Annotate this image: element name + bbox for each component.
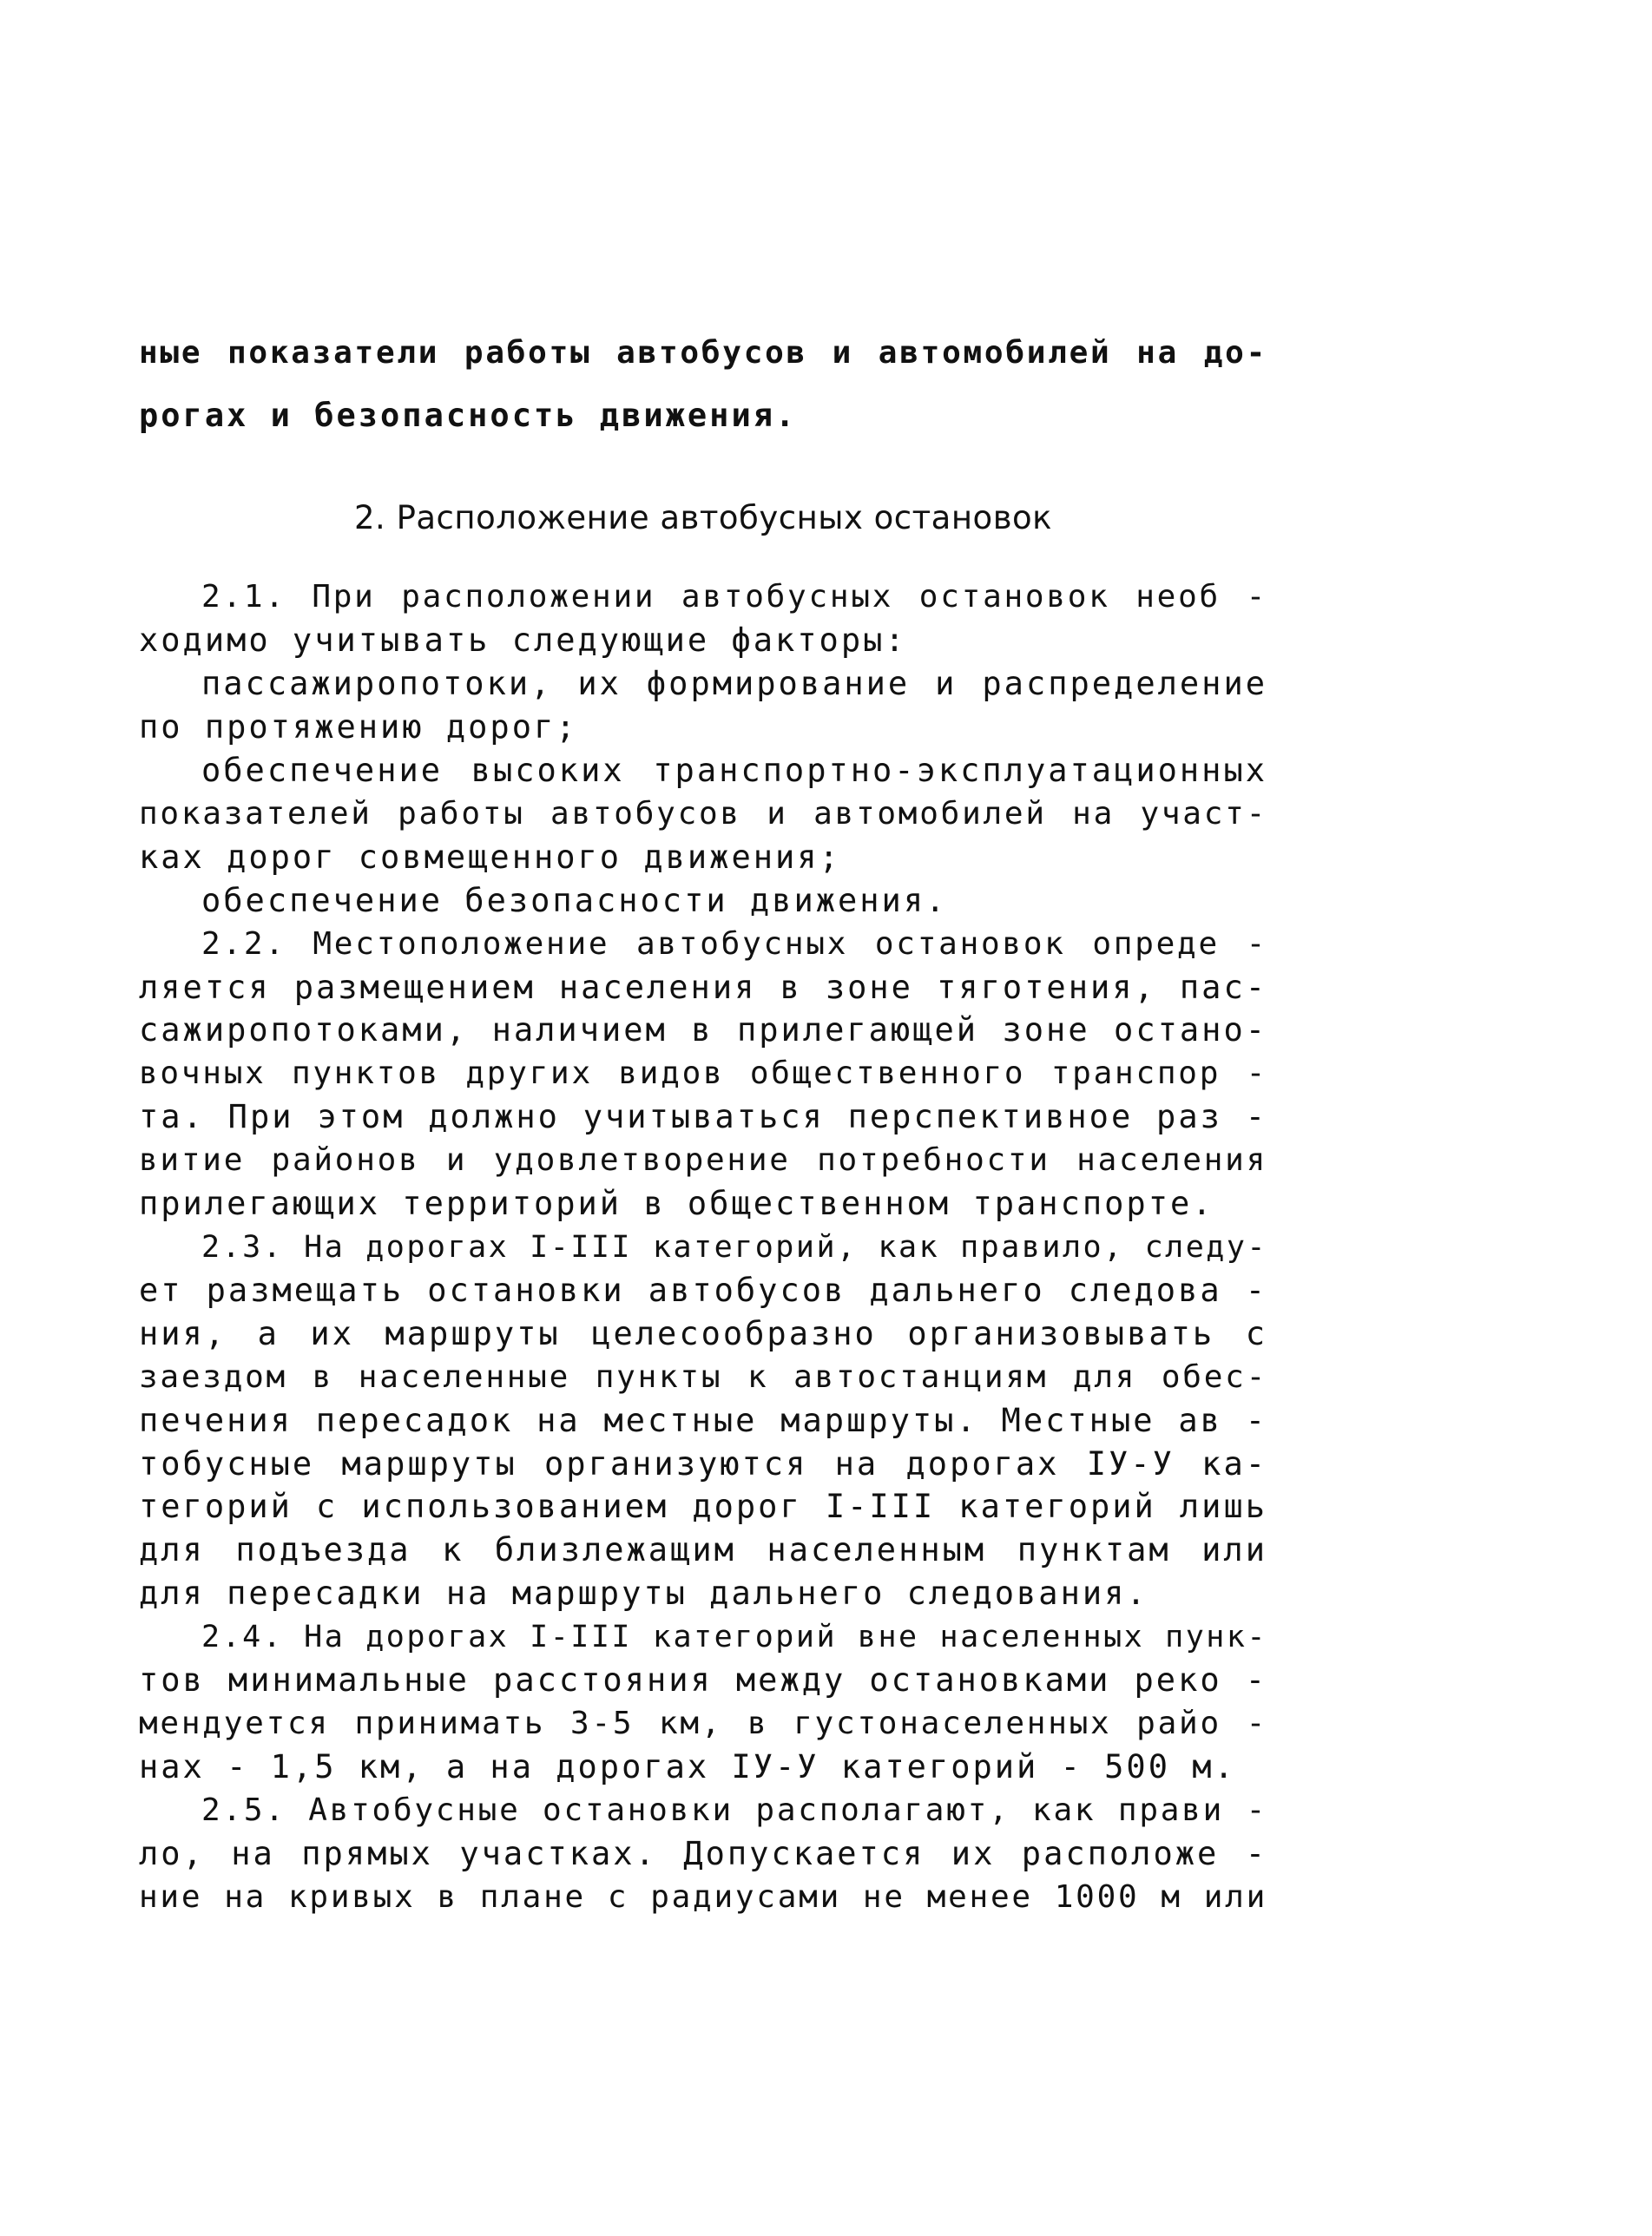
intro-line-2: рогах и безопасность движения. xyxy=(139,397,798,434)
p2-3-line-4: заездом в населенные пункты к автостанциям для обес- xyxy=(139,1359,1267,1395)
p2-2-line-4: вочных пунктов других видов общественного транспор - xyxy=(139,1056,1267,1091)
p2-2-line-1: 2.2. Местоположение автобусных остановок опреде - xyxy=(201,926,1267,962)
p2-2-line-6: витие районов и удовлетворение потребности населения xyxy=(139,1142,1267,1178)
p2-1-line-2: ходимо учитывать следующие факторы: xyxy=(139,621,907,659)
p2-2-line-5: та. При этом должно учитываться перспективное раз - xyxy=(139,1098,1267,1135)
section-heading: 2. Расположение автобусных остановок xyxy=(354,499,1052,536)
p2-4-line-1: 2.4. На дорогах I-III категорий вне населенных пунк- xyxy=(201,1620,1267,1654)
p2-3-line-7: тегорий с использованием дорог I-III категорий лишь xyxy=(139,1488,1267,1525)
p2-3-line-1: 2.3. На дорогах I-III категорий, как правило, следу- xyxy=(201,1230,1267,1265)
p2-2-line-7: прилегающих территорий в общественном транспорте. xyxy=(139,1185,1214,1222)
p2-5-line-2: ло, на прямых участках. Допускается их расположе - xyxy=(139,1835,1267,1872)
intro-line-1: ные показатели работы автобусов и автомобилей на до- xyxy=(139,335,1267,371)
p2-3-line-3: ния, а их маршруты целесообразно организовывать с xyxy=(139,1315,1267,1352)
p2-4-line-3: мендуется принимать 3-5 км, в густонаселенных райо - xyxy=(139,1706,1267,1741)
p2-1-line-5: обеспечение высоких транспортно-эксплуатационных xyxy=(201,752,1267,789)
p2-3-line-5: печения пересадок на местные маршруты. Местные ав - xyxy=(139,1402,1267,1439)
p2-1-line-3: пассажиропотоки, их формирование и распределение xyxy=(201,665,1267,702)
p2-3-line-9: для пересадки на маршруты дальнего следования. xyxy=(139,1575,1149,1612)
p2-3-line-6: тобусные маршруты организуются на дорогах IУ-У ка- xyxy=(139,1445,1267,1483)
p2-2-line-2: ляется размещением населения в зоне тяготения, пас- xyxy=(139,969,1267,1006)
p2-4-line-4: нах - 1,5 км, а на дорогах IУ-У категорий - 500 м. xyxy=(139,1748,1236,1786)
p2-1-line-7: ках дорог совмещенного движения; xyxy=(139,838,841,876)
p2-1-line-1: 2.1. При расположении автобусных остановок необ - xyxy=(201,579,1267,615)
p2-1-line-8: обеспечение безопасности движения. xyxy=(201,882,948,919)
p2-3-line-2: ет размещать остановки автобусов дальнего следова - xyxy=(139,1272,1267,1309)
p2-5-line-3: ние на кривых в плане с радиусами не менее 1000 м или xyxy=(139,1879,1267,1915)
p2-1-line-6: показателей работы автобусов и автомобилей на участ- xyxy=(139,796,1267,832)
p2-4-line-2: тов минимальные расстояния между остановками реко - xyxy=(139,1661,1267,1699)
p2-2-line-3: сажиропотоками, наличием в прилегающей зоне остано- xyxy=(139,1011,1267,1049)
p2-3-line-8: для подъезда к близлежащим населенным пунктам или xyxy=(139,1531,1267,1568)
p2-1-line-4: по протяжению дорог; xyxy=(139,708,578,746)
p2-5-line-1: 2.5. Автобусные остановки располагают, как прави - xyxy=(201,1792,1267,1828)
